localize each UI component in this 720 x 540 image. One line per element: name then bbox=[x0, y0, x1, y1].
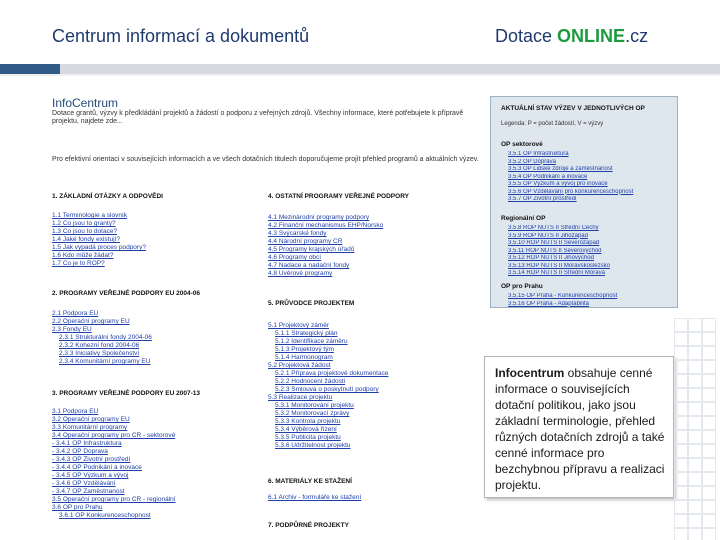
list-item[interactable]: 3.4 Operační programy pro ČR - sektorové bbox=[52, 432, 176, 439]
group-list-sectoral bbox=[501, 151, 671, 204]
header-band bbox=[0, 64, 720, 74]
section-4-list bbox=[268, 214, 468, 278]
list-item[interactable]: 2.3.2 Kohezní fond 2004-06 bbox=[59, 342, 140, 349]
grid-cell bbox=[688, 374, 702, 388]
grid-cell bbox=[674, 332, 688, 346]
list-item[interactable]: 4.7 Nadace a nadační fondy bbox=[268, 262, 350, 269]
list-item[interactable]: 5.2.2 Hodnocení žádosti bbox=[275, 378, 346, 385]
grid-cell bbox=[688, 416, 702, 430]
list-item[interactable]: 2.3 Fondy EU bbox=[52, 326, 92, 333]
list-item[interactable]: 1.3 Co jsou to dotace? bbox=[52, 228, 118, 235]
grid-cell bbox=[688, 402, 702, 416]
grid-cell bbox=[674, 346, 688, 360]
list-item[interactable]: 3.5.2 OP Doprava bbox=[508, 158, 556, 165]
infocentrum-tooltip bbox=[484, 356, 674, 498]
grid-cell bbox=[688, 472, 702, 486]
list-item[interactable]: 2.3.3 Iniciativy Společenství bbox=[59, 350, 140, 357]
grid-cell bbox=[702, 346, 716, 360]
list-item[interactable]: 2.2 Operační programy EU bbox=[52, 318, 130, 325]
grid-cell bbox=[674, 318, 688, 332]
list-item[interactable]: 3.5.13 ROP NUTS II Moravskoslezsko bbox=[508, 262, 610, 269]
list-item[interactable]: 4.5 Programy krajských úřadů bbox=[268, 246, 355, 253]
section-2-title: 2. PROGRAMY VEŘEJNÉ PODPORY EU 2004-06 bbox=[52, 290, 200, 297]
list-item[interactable]: 5.1.4 Harmonogram bbox=[275, 354, 333, 361]
grid-cell bbox=[702, 528, 716, 540]
page-title-left: Centrum informací a dokumentů bbox=[52, 26, 310, 46]
list-item[interactable]: 3.3 Komunitární programy bbox=[52, 424, 128, 431]
band-dark bbox=[0, 64, 60, 74]
section-6-list bbox=[268, 494, 468, 502]
grid-cell bbox=[702, 500, 716, 514]
list-item[interactable]: 2.3.4 Komunitární programy EU bbox=[59, 358, 151, 365]
list-item[interactable]: 5.3.1 Monitorování projektu bbox=[275, 402, 354, 409]
grid-cell bbox=[674, 458, 688, 472]
list-item[interactable]: 3.5.4 OP Podnikání a inovace bbox=[508, 173, 588, 180]
list-item[interactable]: 3.1 Podpora EU bbox=[52, 408, 99, 415]
grid-cell bbox=[702, 360, 716, 374]
list-item[interactable]: 3.5.15 OP Praha - Konkurenceschopnost bbox=[508, 293, 618, 299]
grid-cell bbox=[702, 402, 716, 416]
list-item[interactable]: 2.3.1 Strukturální fondy 2004-06 bbox=[59, 334, 152, 341]
grid-cell bbox=[674, 430, 688, 444]
list-item[interactable]: 3.5.16 OP Praha - Adaptabilita bbox=[508, 300, 589, 307]
list-item[interactable]: 3.5.1 OP Infrastruktura bbox=[508, 151, 569, 157]
list-item[interactable]: 1.6 Kdo může žádat? bbox=[52, 252, 114, 259]
list-item[interactable]: - 3.4.2 OP Doprava bbox=[52, 448, 108, 455]
list-item[interactable]: 4.3 Švýcarské fondy bbox=[268, 230, 327, 237]
group-title-prague: OP pro Prahu bbox=[501, 283, 543, 290]
title-accent: ONLINE bbox=[557, 26, 626, 46]
grid-cell bbox=[688, 360, 702, 374]
list-item[interactable]: 5.3.4 Výběrová řízení bbox=[275, 426, 337, 433]
title-suffix: .cz bbox=[625, 26, 649, 46]
grid-cell bbox=[688, 458, 702, 472]
list-item[interactable]: 3.5.9 ROP NUTS II Jihozápad bbox=[508, 232, 588, 239]
list-item[interactable]: - 3.4.5 OP Výzkum a vývoj bbox=[52, 472, 129, 479]
grid-cell bbox=[674, 374, 688, 388]
list-item[interactable]: 3.6 OP pro Prahu bbox=[52, 504, 103, 511]
list-item[interactable]: 3.5.7 OP Životní prostředí bbox=[508, 196, 577, 202]
grid-cell bbox=[688, 332, 702, 346]
group-list-prague bbox=[501, 293, 671, 308]
grid-cell bbox=[674, 416, 688, 430]
grid-cell bbox=[674, 402, 688, 416]
grid-cell bbox=[688, 528, 702, 540]
list-item[interactable]: 4.2 Finanční mechanismus EHP/Norsko bbox=[268, 222, 384, 229]
list-item[interactable]: - 3.4.4 OP Podnikání a inovace bbox=[52, 464, 142, 471]
group-title-regional: Regionální OP bbox=[501, 215, 546, 222]
grid-cell bbox=[674, 360, 688, 374]
section-2-list bbox=[52, 310, 272, 366]
grid-cell bbox=[688, 318, 702, 332]
infocentrum-brand: InfoCentrum bbox=[52, 96, 119, 110]
grid-cell bbox=[702, 486, 716, 500]
intro-paragraph-1: Dotace grantů, výzvy k předkládání projektů a žádostí o podporu z veřejných zdrojů. Všechny informace, které potřebujete k přípravě projektu, najdete zde... bbox=[52, 110, 464, 125]
section-6-title: 6. MATERIÁLY KE STAŽENÍ bbox=[268, 478, 352, 485]
list-item[interactable]: 1.1 Terminologie a slovník bbox=[52, 212, 128, 219]
grid-cell bbox=[688, 388, 702, 402]
grid-cell bbox=[674, 500, 688, 514]
grid-cell bbox=[688, 514, 702, 528]
list-item[interactable]: 3.5.11 ROP NUTS II Severovýchod bbox=[508, 247, 602, 254]
intro-paragraph-2: Pro efektivní orientaci v souvisejících informacích a ve všech dotačních titulech doporučujeme projít přehled programů a aktuálních výzev. bbox=[52, 156, 479, 163]
list-item[interactable]: 3.6.1 OP Konkurenceschopnost bbox=[59, 512, 151, 519]
grid-cell bbox=[688, 430, 702, 444]
title-prefix: Dotace bbox=[495, 26, 558, 46]
section-1-title: 1. ZÁKLADNÍ OTÁZKY A ODPOVĚDI bbox=[52, 193, 163, 200]
group-title-sectoral: OP sektorové bbox=[501, 141, 543, 148]
list-item[interactable]: 3.5.8 ROP NUTS II Střední Čechy bbox=[508, 225, 599, 231]
grid-cell bbox=[674, 444, 688, 458]
list-item[interactable]: 5.1 Projektový záměr bbox=[268, 322, 330, 329]
list-item[interactable]: 3.5.14 ROP NUTS II Střední Morava bbox=[508, 270, 605, 276]
tooltip-text bbox=[495, 365, 665, 493]
list-item[interactable]: 5.1.3 Projektový tým bbox=[275, 346, 334, 353]
list-item[interactable]: - 3.4.6 OP Vzdělávání bbox=[52, 480, 116, 487]
tooltip-bold: Infocentrum bbox=[495, 366, 565, 380]
grid-cell bbox=[702, 458, 716, 472]
list-item[interactable]: 3.5.10 ROP NUTS II Severozápad bbox=[508, 240, 600, 246]
band-shadow bbox=[0, 74, 720, 76]
list-item[interactable]: 5.3.5 Publicita projektu bbox=[275, 434, 341, 441]
list-item[interactable]: - 3.4.7 OP Zaměstnanost bbox=[52, 488, 125, 495]
decorative-grid bbox=[674, 318, 720, 540]
section-4-title: 4. OSTATNÍ PROGRAMY VEŘEJNÉ PODPORY bbox=[268, 193, 409, 200]
section-3-title: 3. PROGRAMY VEŘEJNÉ PODPORY EU 2007-13 bbox=[52, 390, 200, 397]
section-5-title: 5. PRŮVODCE PROJEKTEM bbox=[268, 300, 355, 307]
list-item[interactable]: 3.2 Operační programy EU bbox=[52, 416, 130, 423]
grid-cell bbox=[688, 486, 702, 500]
grid-cell bbox=[674, 388, 688, 402]
band-light bbox=[60, 64, 720, 74]
calls-status-legend: Legenda: P = počet žádostí, V = výzvy bbox=[501, 121, 604, 127]
page-title-right bbox=[495, 26, 648, 47]
grid-cell bbox=[688, 444, 702, 458]
grid-cell bbox=[688, 346, 702, 360]
list-item[interactable]: 3.5.12 ROP NUTS II Jihovýchod bbox=[508, 255, 594, 261]
list-item[interactable]: 5.3.2 Monitorovací zprávy bbox=[275, 410, 350, 417]
tooltip-body: obsahuje cenné informace o souvisejících dotační politikou, jako jsou základní terminologie, přehled různých dotačních zdrojů a také cenné informace pro bezchybnou přípravu a realizaci projektu. bbox=[495, 366, 665, 492]
grid-cell bbox=[702, 332, 716, 346]
section-7-title: 7. PODPŮRNÉ PROJEKTY bbox=[268, 522, 349, 529]
section-1-list bbox=[52, 212, 272, 268]
list-item[interactable]: 1.7 Co je to ROP? bbox=[52, 260, 105, 267]
calls-status-box bbox=[490, 96, 678, 308]
grid-cell bbox=[702, 472, 716, 486]
list-item[interactable]: 3.5.5 OP Výzkum a vývoj pro inovace bbox=[508, 181, 608, 187]
calls-status-title: AKTUÁLNÍ STAV VÝZEV V JEDNOTLIVÝCH OP bbox=[501, 105, 645, 112]
grid-cell bbox=[674, 486, 688, 500]
grid-cell bbox=[702, 374, 716, 388]
list-item[interactable]: 3.5 Operační programy pro ČR - regionální bbox=[52, 496, 176, 503]
list-item[interactable]: 5.2.1 Příprava projektové dokumentace bbox=[275, 370, 389, 377]
grid-cell bbox=[688, 500, 702, 514]
list-item[interactable]: 5.3.3 Kontrola projektu bbox=[275, 418, 341, 425]
grid-cell bbox=[702, 514, 716, 528]
list-item[interactable]: 1.5 Jak vypadá proces podpory? bbox=[52, 244, 146, 251]
list-item[interactable]: 5.3.6 Udržitelnost projektu bbox=[275, 442, 351, 449]
list-item[interactable]: 4.6 Programy obcí bbox=[268, 254, 322, 261]
grid-cell bbox=[674, 514, 688, 528]
grid-cell bbox=[702, 430, 716, 444]
list-item[interactable]: 6.1 Archiv - formuláře ke stažení bbox=[268, 494, 362, 501]
section-5-list bbox=[268, 322, 468, 450]
grid-cell bbox=[702, 444, 716, 458]
grid-cell bbox=[702, 388, 716, 402]
list-item[interactable]: 2.1 Podpora EU bbox=[52, 310, 99, 317]
list-item[interactable]: - 3.4.3 OP Životní prostředí bbox=[52, 456, 131, 463]
list-item[interactable]: 5.3 Realizace projektu bbox=[268, 394, 333, 401]
list-item[interactable]: 5.1.1 Strategický plán bbox=[275, 330, 338, 337]
list-item[interactable]: 5.1.2 Identifikace záměru bbox=[275, 338, 348, 345]
grid-cell bbox=[702, 318, 716, 332]
grid-cell bbox=[674, 528, 688, 540]
list-item[interactable]: 1.2 Co jsou to granty? bbox=[52, 220, 116, 227]
group-list-regional bbox=[501, 225, 671, 278]
list-item[interactable]: - 3.4.1 OP Infrastruktura bbox=[52, 440, 122, 447]
list-item[interactable]: 4.1 Mezinárodní programy podpory bbox=[268, 214, 370, 221]
grid-cell bbox=[674, 472, 688, 486]
list-item[interactable]: 3.5.3 OP Lidské zdroje a zaměstnanost bbox=[508, 166, 613, 172]
list-item[interactable]: 1.4 Jaké fondy existují? bbox=[52, 236, 120, 243]
list-item[interactable]: 3.5.6 OP Vzdělávání pro konkurenceschopnost bbox=[508, 188, 634, 195]
section-3-list bbox=[52, 408, 272, 520]
list-item[interactable]: 5.2 Projektová žádost bbox=[268, 362, 331, 369]
list-item[interactable]: 5.2.3 Smlouva o poskytnutí podpory bbox=[275, 386, 379, 393]
list-item[interactable]: 4.8 Úvěrové programy bbox=[268, 270, 333, 277]
list-item[interactable]: 4.4 Národní programy ČR bbox=[268, 238, 343, 245]
grid-cell bbox=[702, 416, 716, 430]
